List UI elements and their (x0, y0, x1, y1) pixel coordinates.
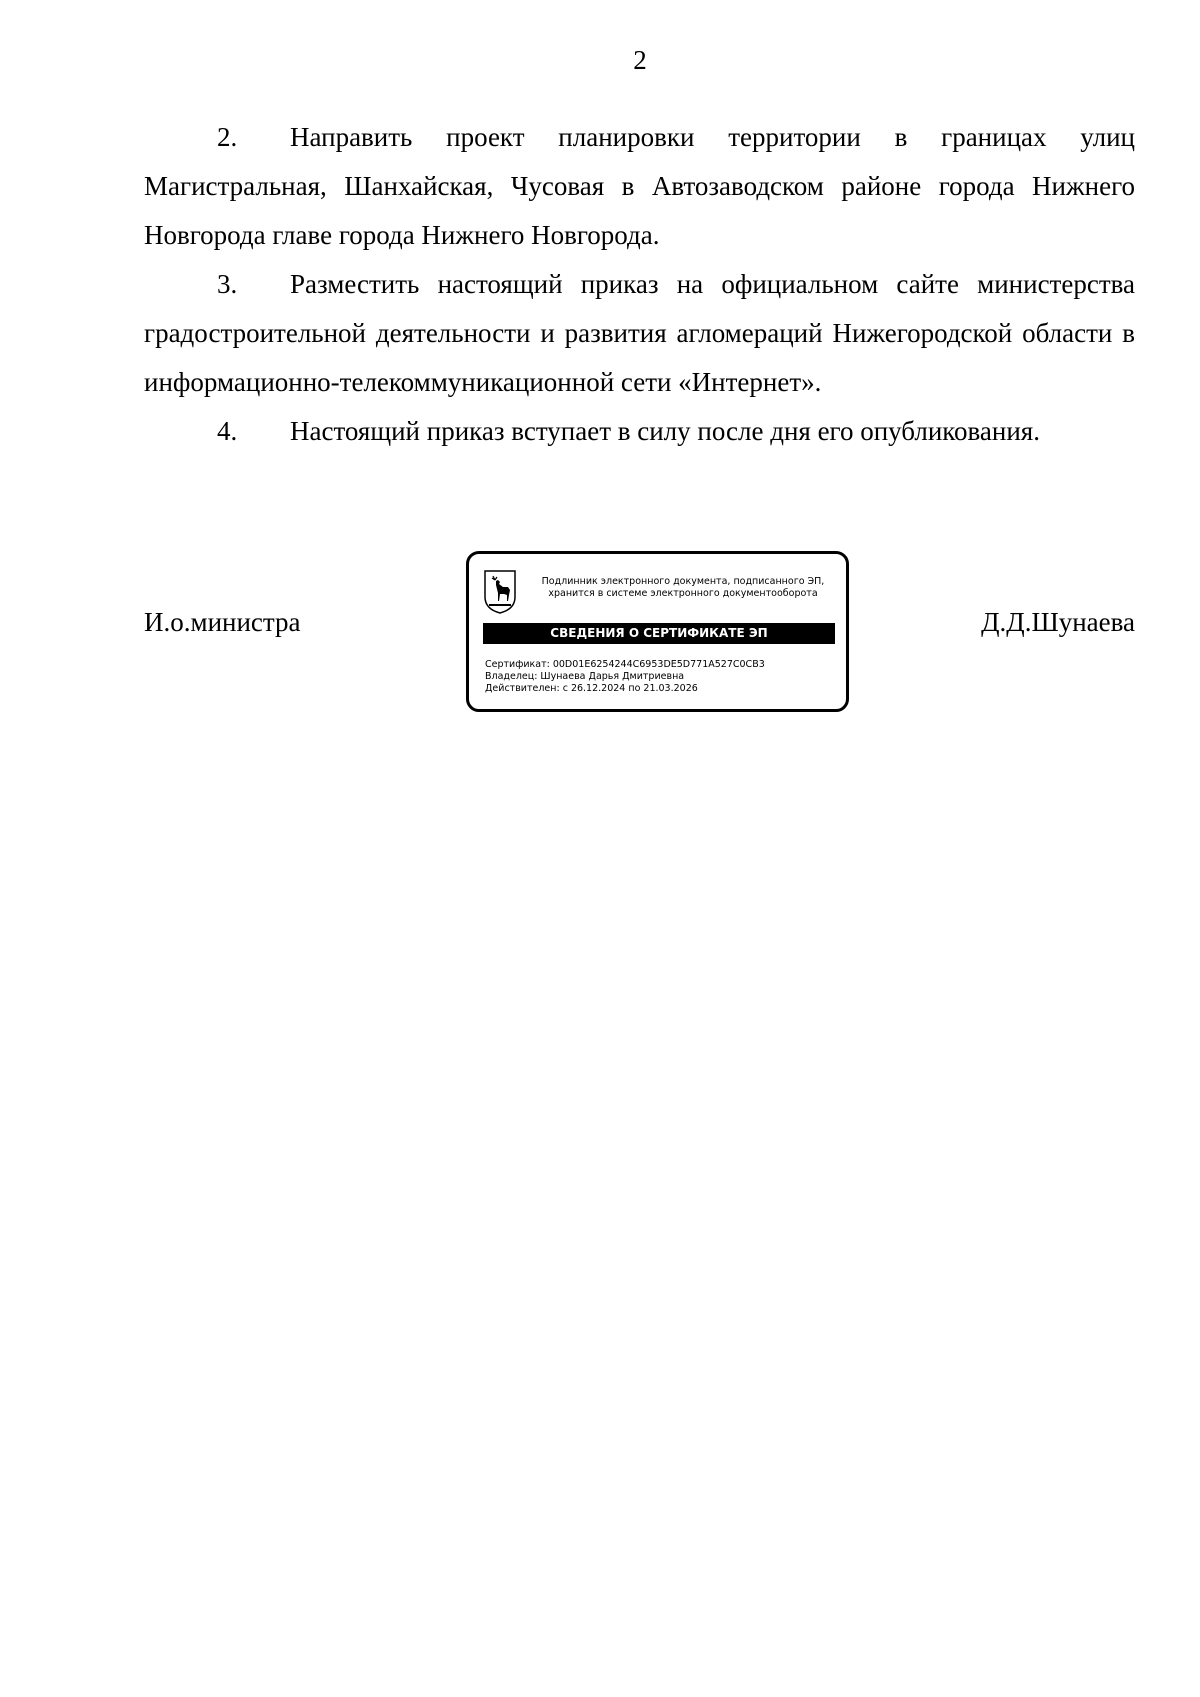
paragraph-2 (144, 113, 1135, 260)
page-number: 2 (633, 45, 647, 75)
certificate-validity: Действителен: с 26.12.2024 по 21.03.2026 (485, 683, 698, 694)
paragraph-text: Настоящий приказ вступает в силу после дня его опубликования. (290, 416, 1040, 446)
paragraph-number: 2. (217, 122, 238, 152)
stamp-details (485, 659, 835, 695)
electronic-signature-stamp (466, 551, 849, 712)
signatory-role: И.о.министра (144, 607, 301, 637)
paragraph-number: 4. (217, 416, 238, 446)
paragraph-3 (144, 260, 1135, 407)
certificate-number: Сертификат: 00D01E6254244C6953DE5D771A527C0CB3 (485, 659, 765, 670)
nizhny-novgorod-deer-emblem-icon (483, 570, 517, 614)
certificate-owner: Владелец: Шунаева Дарья Дмитриевна (485, 671, 685, 682)
stamp-title: СВЕДЕНИЯ О СЕРТИФИКАТЕ ЭП (483, 623, 835, 644)
paragraph-4 (144, 407, 1135, 456)
stamp-header (521, 576, 845, 600)
paragraph-text: Разместить настоящий приказ на официальном сайте министерства градостроительной деятельности и развития агломераций Нижегородской области в информационно-телекоммуникационной сети «Интернет». (144, 269, 1135, 397)
paragraph-text: Направить проект планировки территории в границах улиц Магистральная, Шанхайская, Чусовая в Автозаводском районе города Нижнего Новгорода главе города Нижнего Новгорода. (144, 122, 1135, 250)
signatory-name: Д.Д.Шунаева (981, 607, 1135, 637)
paragraph-number: 3. (217, 269, 238, 299)
stamp-header-line: Подлинник электронного документа, подписанного ЭП, (541, 576, 825, 587)
document-body (144, 113, 1135, 456)
stamp-header-line: хранится в системе электронного документооборота (548, 588, 818, 599)
